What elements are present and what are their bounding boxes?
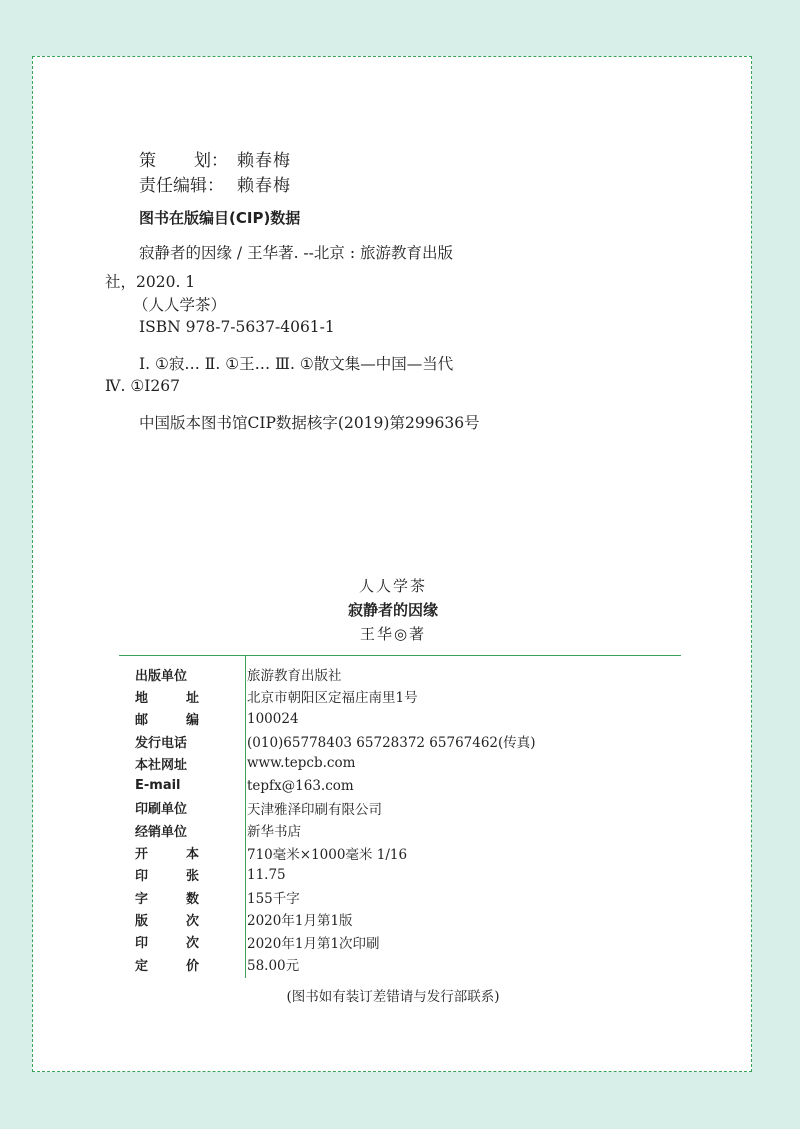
info-key-spaced: 印 张: [135, 869, 199, 885]
book-series: 人人学茶: [358, 577, 427, 595]
cip-line-2: 社，2020. 1: [105, 273, 196, 291]
info-key: 出版单位: [135, 668, 188, 684]
info-value: 58.00元: [247, 958, 300, 974]
info-row-sheets: [135, 864, 536, 886]
info-value: 11.75: [247, 866, 286, 883]
info-key-spaced: 地 址: [135, 690, 199, 706]
info-key: E-mail: [135, 778, 181, 794]
divider-line: [119, 655, 681, 656]
cip-line-6: Ⅳ. ①I267: [105, 377, 180, 395]
credits-block: [139, 149, 291, 199]
info-value: 北京市朝阳区定福庄南里1号: [247, 690, 418, 707]
info-row-printer: [135, 797, 536, 819]
info-key-spaced: 印 次: [135, 936, 199, 952]
info-row-format: [135, 841, 536, 863]
book-title: 寂静者的因缘: [347, 601, 438, 619]
info-key-spaced: 邮 编: [135, 713, 199, 729]
info-value: 2020年1月第1次印刷: [247, 935, 380, 952]
info-row-price: [135, 953, 536, 975]
info-value: (010)65778403 65728372 65767462(传真): [247, 735, 536, 752]
info-key: 印刷单位: [135, 802, 188, 818]
info-value: 100024: [247, 710, 299, 727]
info-row-website: [135, 752, 536, 774]
info-value: tepfx@163.com: [247, 777, 354, 794]
cip-line-1: 寂静者的因缘 / 王华著. --北京 : 旅游教育出版: [139, 244, 453, 262]
editor-name: 赖春梅: [237, 176, 291, 196]
cip-line-7: 中国版本图书馆CIP数据核字(2019)第299636号: [139, 414, 480, 432]
info-row-phone: [135, 730, 536, 752]
info-value: www.tepcb.com: [247, 755, 356, 772]
book-author: 王华◎著: [359, 625, 427, 643]
info-row-postcode: [135, 708, 536, 730]
info-key-spaced: 版 次: [135, 913, 199, 929]
info-row-distributor: [135, 819, 536, 841]
editor-label: 责任编辑：: [139, 176, 224, 196]
info-key: 本社网址: [135, 757, 188, 773]
info-value: 天津雅泽印刷有限公司: [247, 801, 382, 818]
info-row-email: [135, 774, 536, 796]
info-value: 新华书店: [247, 824, 301, 841]
planner-name: 赖春梅: [237, 151, 291, 171]
editor-row: [139, 174, 291, 199]
cip-heading: 图书在版编目(CIP)数据: [139, 209, 301, 227]
footnote: (图书如有装订差错请与发行部联系): [286, 989, 500, 1005]
planner-row: [139, 149, 291, 174]
cip-line-3: （人人学茶）: [133, 296, 227, 314]
info-row-printing: [135, 931, 536, 953]
info-row-publisher: [135, 663, 536, 685]
info-key: 发行电话: [135, 735, 188, 751]
info-row-edition: [135, 908, 536, 930]
copyright-page: [32, 56, 752, 1072]
cip-line-4: ISBN 978-7-5637-4061-1: [139, 318, 335, 336]
info-key-spaced: 开 本: [135, 847, 199, 863]
cip-line-5: Ⅰ. ①寂… Ⅱ. ①王… Ⅲ. ①散文集—中国—当代: [139, 355, 454, 373]
info-value: 2020年1月第1版: [247, 913, 353, 930]
info-row-wordcount: [135, 886, 536, 908]
publication-info-table: [135, 663, 536, 975]
info-key-spaced: 字 数: [135, 891, 199, 907]
info-key: 经销单位: [135, 824, 188, 840]
planner-label: 策 划：: [139, 151, 228, 171]
info-value: 155千字: [247, 891, 300, 908]
info-row-address: [135, 685, 536, 707]
info-key-spaced: 定 价: [135, 958, 199, 974]
info-value: 旅游教育出版社: [247, 668, 342, 685]
info-value: 710毫米×1000毫米 1/16: [247, 846, 408, 863]
